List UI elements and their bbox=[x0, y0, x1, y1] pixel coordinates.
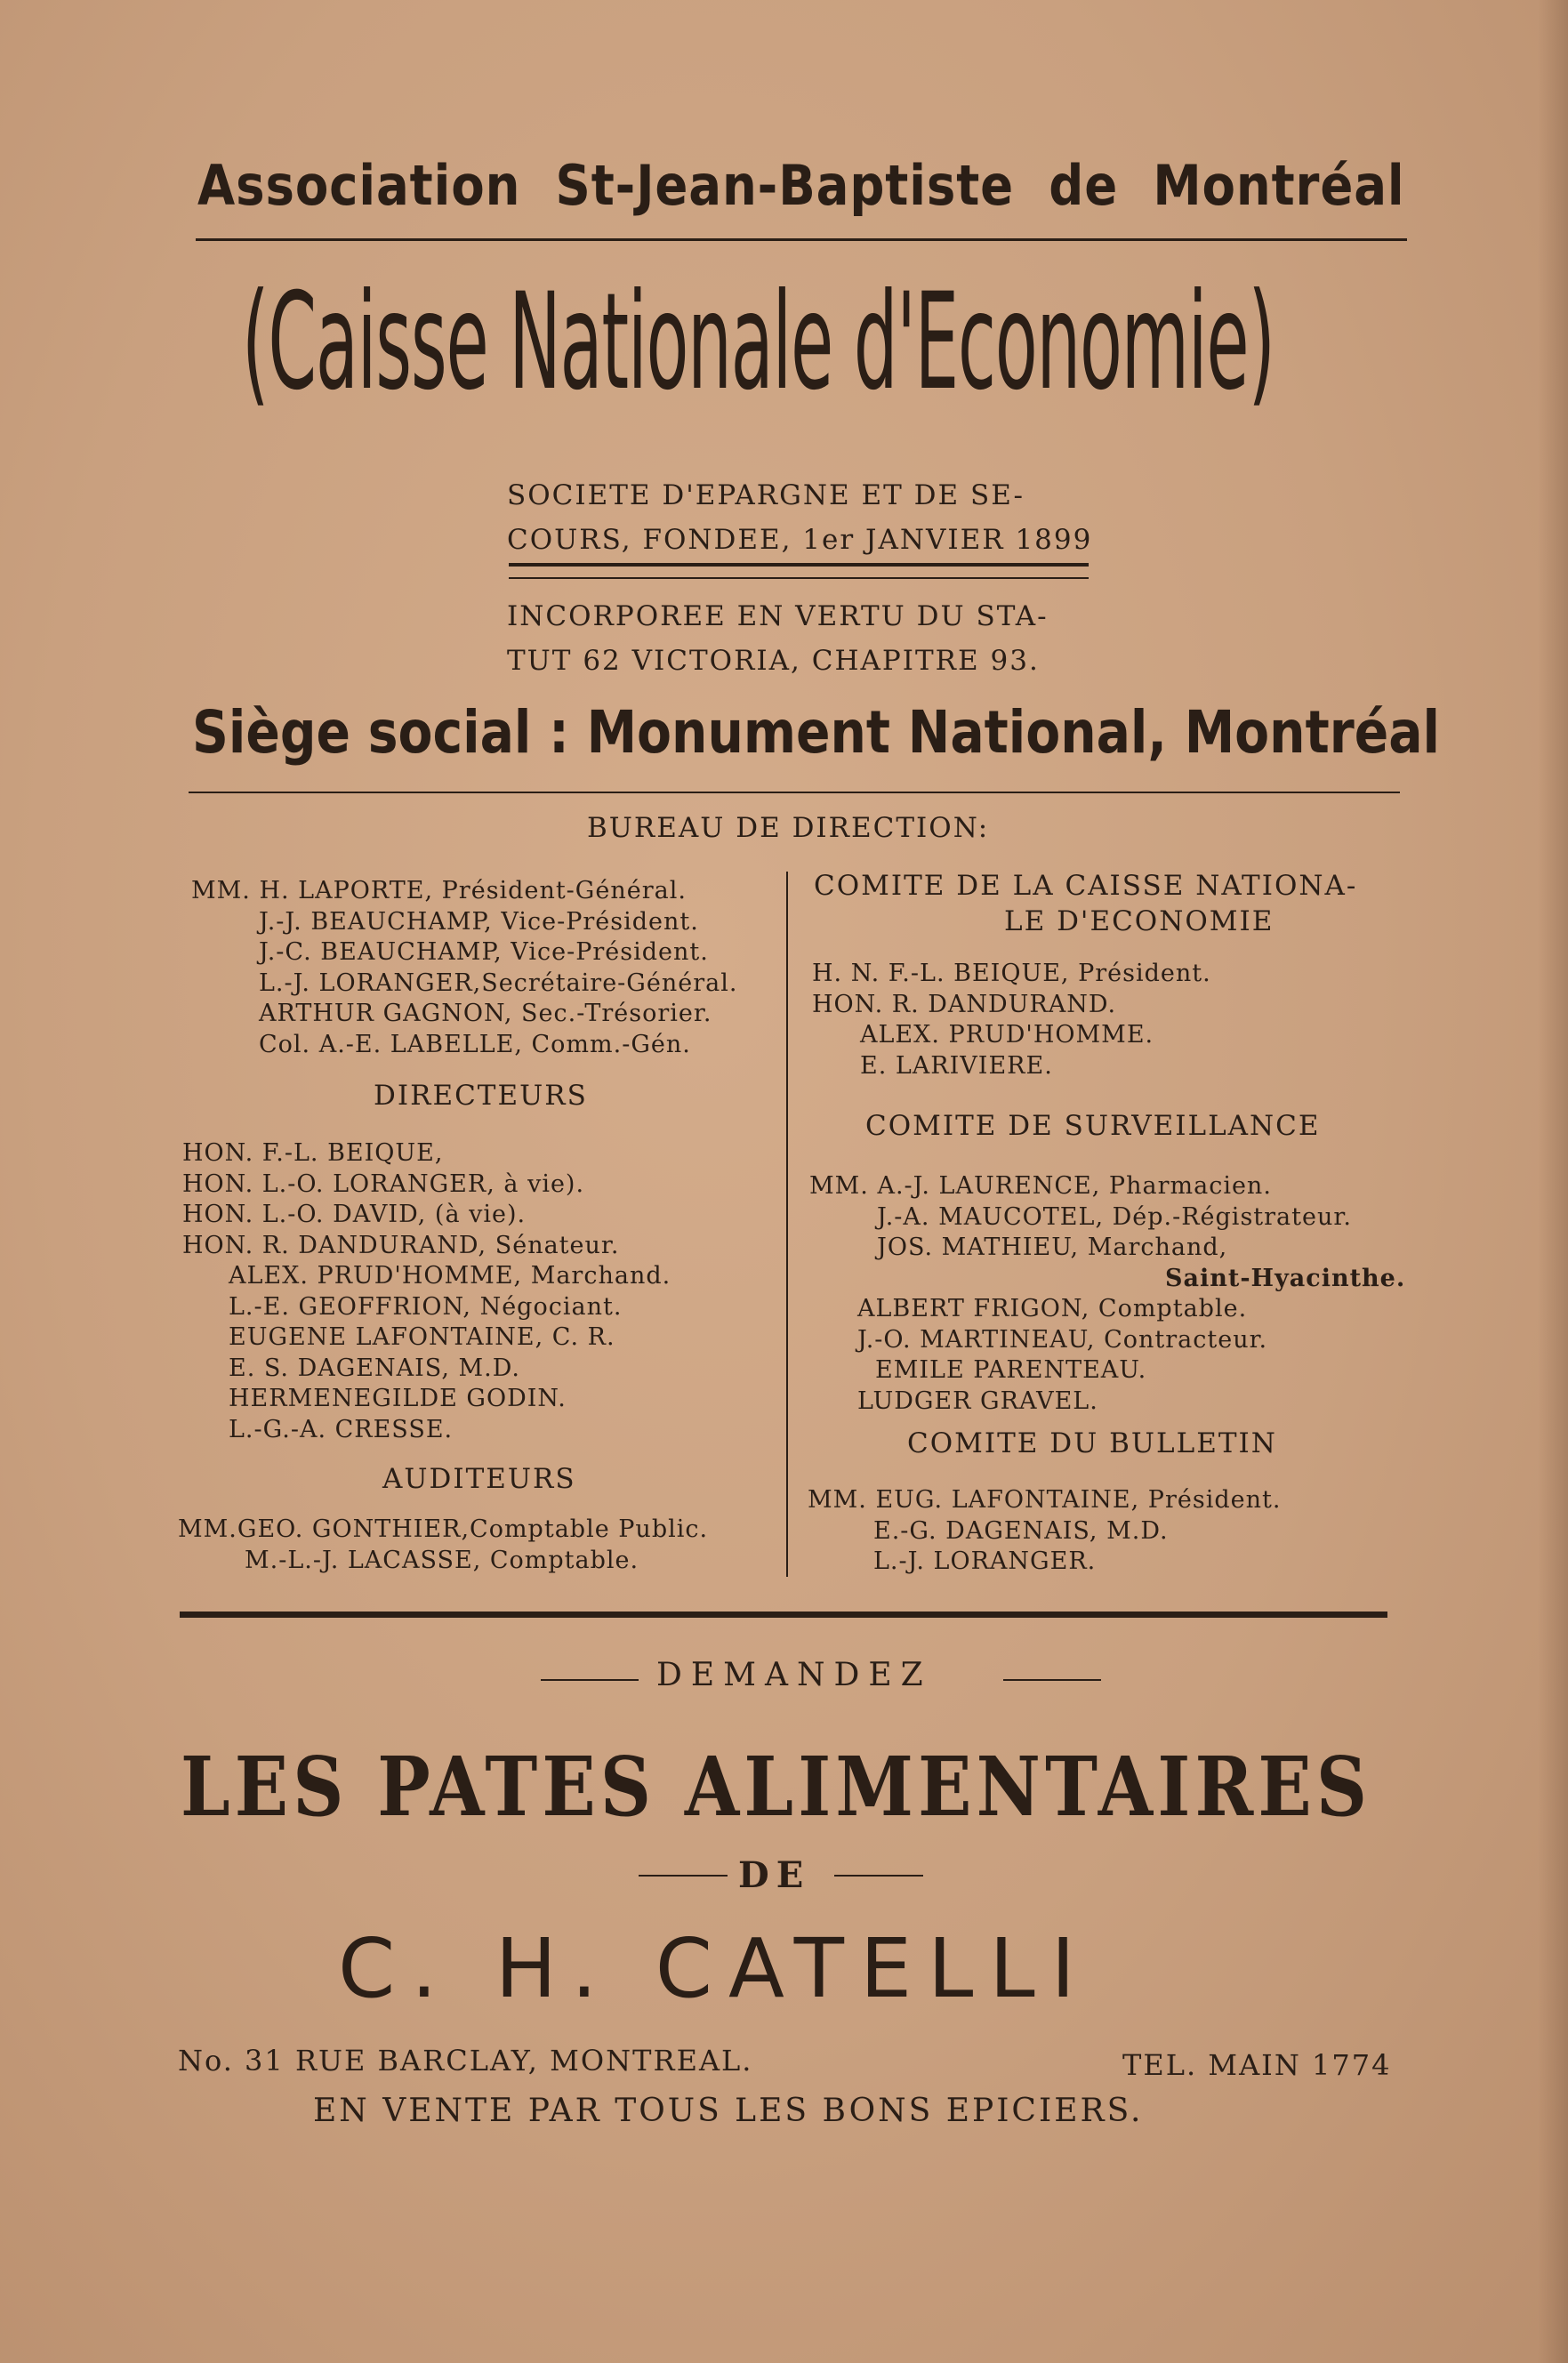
bulletin-list bbox=[808, 1485, 1281, 1578]
surveillance-list bbox=[809, 1171, 1405, 1417]
list-item: HON. F.-L. BEIQUE, bbox=[182, 1139, 444, 1167]
societe-line-2: COURS, FONDEE, 1er JANVIER 1899 bbox=[507, 524, 1093, 556]
list-item: L.-G.-A. CRESSE. bbox=[229, 1415, 454, 1443]
comite-caisse-heading-line-1: COMITE DE LA CAISSE NATIONA- bbox=[814, 870, 1358, 902]
de-rule-right bbox=[834, 1875, 923, 1877]
incorporation-line-2: TUT 62 VICTORIA, CHAPITRE 93. bbox=[507, 645, 1040, 677]
list-item: J.-C. BEAUCHAMP, Vice-Président. bbox=[259, 938, 709, 966]
header-rule bbox=[196, 238, 1407, 241]
list-item: J.-O. MARTINEAU, Contracteur. bbox=[857, 1325, 1268, 1354]
list-item: ALBERT FRIGON, Comptable. bbox=[857, 1295, 1248, 1322]
list-item: E. LARIVIERE. bbox=[860, 1051, 1053, 1080]
list-item: ARTHUR GAGNON, Sec.-Trésorier. bbox=[259, 1000, 712, 1027]
list-item: J.-J. BEAUCHAMP, Vice-Président. bbox=[259, 907, 699, 936]
auditeurs-list bbox=[178, 1515, 708, 1576]
bulletin-heading: COMITE DU BULLETIN bbox=[907, 1427, 1277, 1459]
auditeurs-heading: AUDITEURS bbox=[382, 1463, 576, 1495]
siege-social-heading: Siège social : Monument National, Montréal bbox=[192, 698, 1440, 767]
catelli-heading: C. H. CATELLI bbox=[338, 1921, 1091, 2016]
directeurs-list bbox=[182, 1138, 671, 1445]
de-rule-left bbox=[639, 1875, 728, 1877]
demandez-rule-left bbox=[541, 1679, 639, 1681]
list-item: H. N. F.-L. BEIQUE, Président. bbox=[812, 960, 1211, 987]
association-title: Association St-Jean-Baptiste de Montréal bbox=[197, 153, 1405, 218]
list-item: E.-G. DAGENAIS, M.D. bbox=[873, 1516, 1169, 1545]
section-separator bbox=[180, 1612, 1387, 1618]
societe-rule-thick bbox=[509, 563, 1089, 567]
list-item: HON. L.-O. DAVID, (à vie). bbox=[182, 1201, 527, 1228]
comite-caisse-heading bbox=[814, 868, 1357, 939]
list-item: M.-L.-J. LACASSE, Comptable. bbox=[245, 1546, 639, 1574]
demandez-text: DEMANDEZ bbox=[656, 1657, 932, 1693]
de-text: DE bbox=[738, 1854, 811, 1896]
officers-list bbox=[191, 876, 737, 1060]
list-item: HON. R. DANDURAND. bbox=[812, 990, 1117, 1018]
list-item: ALEX. PRUD'HOMME, Marchand. bbox=[229, 1262, 671, 1290]
directeurs-heading: DIRECTEURS bbox=[374, 1080, 588, 1112]
bureau-direction-heading: BUREAU DE DIRECTION: bbox=[587, 812, 990, 844]
surveillance-heading: COMITE DE SURVEILLANCE bbox=[865, 1110, 1321, 1142]
list-item: HERMENEGILDE GODIN. bbox=[229, 1385, 567, 1412]
societe-line-1: SOCIETE D'EPARGNE ET DE SE- bbox=[507, 479, 1025, 511]
list-item: JOS. MATHIEU, Marchand, bbox=[877, 1234, 1228, 1261]
societe-rule-thin bbox=[509, 577, 1089, 579]
list-item: MM. H. LAPORTE, Président-Général. bbox=[191, 877, 687, 904]
telephone-text: TEL. MAIN 1774 bbox=[1122, 2048, 1392, 2082]
list-item: HON. R. DANDURAND, Sénateur. bbox=[182, 1231, 620, 1259]
societe-text bbox=[507, 473, 1094, 562]
list-item: Saint-Hyacinthe. bbox=[1165, 1264, 1406, 1292]
list-item: J.-A. MAUCOTEL, Dép.-Régistrateur. bbox=[877, 1202, 1352, 1231]
list-item: ALEX. PRUD'HOMME. bbox=[860, 1021, 1154, 1049]
page-edge-shadow bbox=[1538, 0, 1568, 2363]
list-item: MM. A.-J. LAURENCE, Pharmacien. bbox=[809, 1172, 1272, 1200]
list-item: EUGENE LAFONTAINE, C. R. bbox=[229, 1323, 615, 1351]
list-item: Col. A.-E. LABELLE, Comm.-Gén. bbox=[259, 1030, 691, 1058]
comite-caisse-list bbox=[812, 959, 1211, 1081]
column-divider bbox=[786, 872, 788, 1577]
list-item: E. S. DAGENAIS, M.D. bbox=[229, 1354, 520, 1382]
demandez-rule-right bbox=[1003, 1679, 1101, 1681]
list-item: L.-J. LORANGER. bbox=[873, 1547, 1097, 1575]
pates-heading: LES PATES ALIMENTAIRES bbox=[181, 1739, 1372, 1835]
list-item: HON. L.-O. LORANGER, à vie). bbox=[182, 1169, 585, 1198]
address-text: No. 31 RUE BARCLAY, MONTREAL. bbox=[178, 2044, 753, 2078]
incorporation-text bbox=[507, 594, 1094, 683]
vente-text: EN VENTE PAR TOUS LES BONS EPICIERS. bbox=[313, 2093, 1144, 2129]
list-item: LUDGER GRAVEL. bbox=[857, 1386, 1098, 1415]
list-item: EMILE PARENTEAU. bbox=[875, 1356, 1147, 1384]
list-item: MM.GEO. GONTHIER,Comptable Public. bbox=[178, 1515, 709, 1543]
list-item: L.-J. LORANGER,Secrétaire-Général. bbox=[259, 969, 738, 997]
caisse-title: (Caisse Nationale d'Economie) bbox=[242, 265, 1275, 420]
siege-rule bbox=[189, 792, 1400, 793]
list-item: MM. EUG. LAFONTAINE, Président. bbox=[808, 1486, 1282, 1514]
list-item: L.-E. GEOFFRION, Négociant. bbox=[229, 1292, 623, 1321]
incorporation-line-1: INCORPOREE EN VERTU DU STA- bbox=[507, 600, 1049, 632]
comite-caisse-heading-line-2: LE D'ECONOMIE bbox=[1004, 905, 1275, 937]
